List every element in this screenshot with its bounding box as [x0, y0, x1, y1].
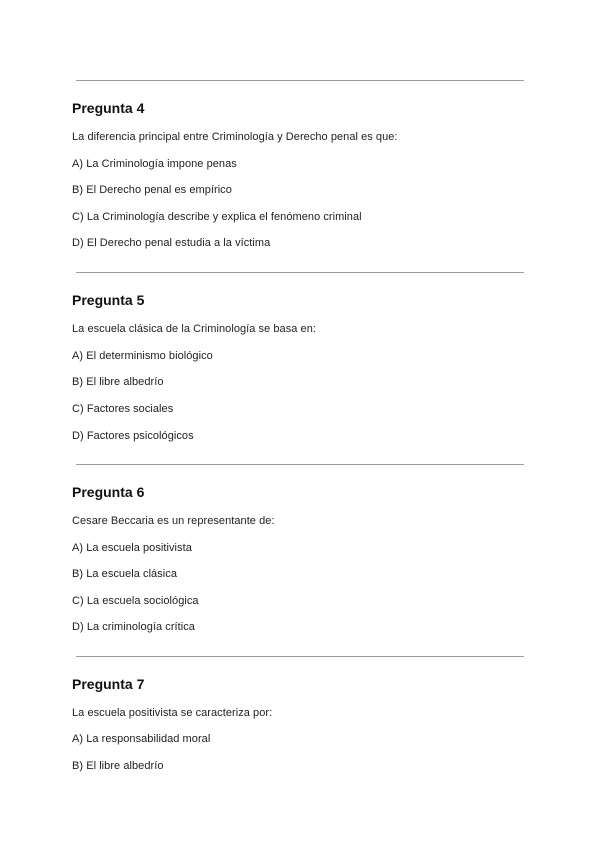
section-divider [76, 656, 524, 657]
question-title: Pregunta 7 [72, 676, 145, 692]
answer-option: B) El libre albedrío [72, 760, 164, 772]
answer-option: C) La escuela sociológica [72, 595, 199, 607]
question-title: Pregunta 6 [72, 484, 145, 500]
answer-option: B) El libre albedrío [72, 376, 164, 388]
answer-option: D) La criminología crítica [72, 621, 195, 633]
answer-option: A) La escuela positivista [72, 542, 192, 554]
question-prompt: La escuela positivista se caracteriza por: [72, 707, 273, 719]
question-title: Pregunta 4 [72, 100, 145, 116]
question-prompt: La diferencia principal entre Criminología y Derecho penal es que: [72, 131, 398, 143]
question-prompt: La escuela clásica de la Criminología se basa en: [72, 323, 316, 335]
section-divider [76, 272, 524, 273]
answer-option: B) El Derecho penal es empírico [72, 184, 232, 196]
question-title: Pregunta 5 [72, 292, 145, 308]
answer-option: A) La responsabilidad moral [72, 733, 211, 745]
answer-option: D) El Derecho penal estudia a la víctima [72, 237, 271, 249]
answer-option: D) Factores psicológicos [72, 430, 194, 442]
section-divider [76, 80, 524, 81]
answer-option: C) Factores sociales [72, 403, 174, 415]
answer-option: C) La Criminología describe y explica el fenómeno criminal [72, 211, 362, 223]
answer-option: A) El determinismo biológico [72, 350, 213, 362]
answer-option: B) La escuela clásica [72, 568, 177, 580]
question-prompt: Cesare Beccaria es un representante de: [72, 515, 275, 527]
section-divider [76, 464, 524, 465]
answer-option: A) La Criminología impone penas [72, 158, 237, 170]
